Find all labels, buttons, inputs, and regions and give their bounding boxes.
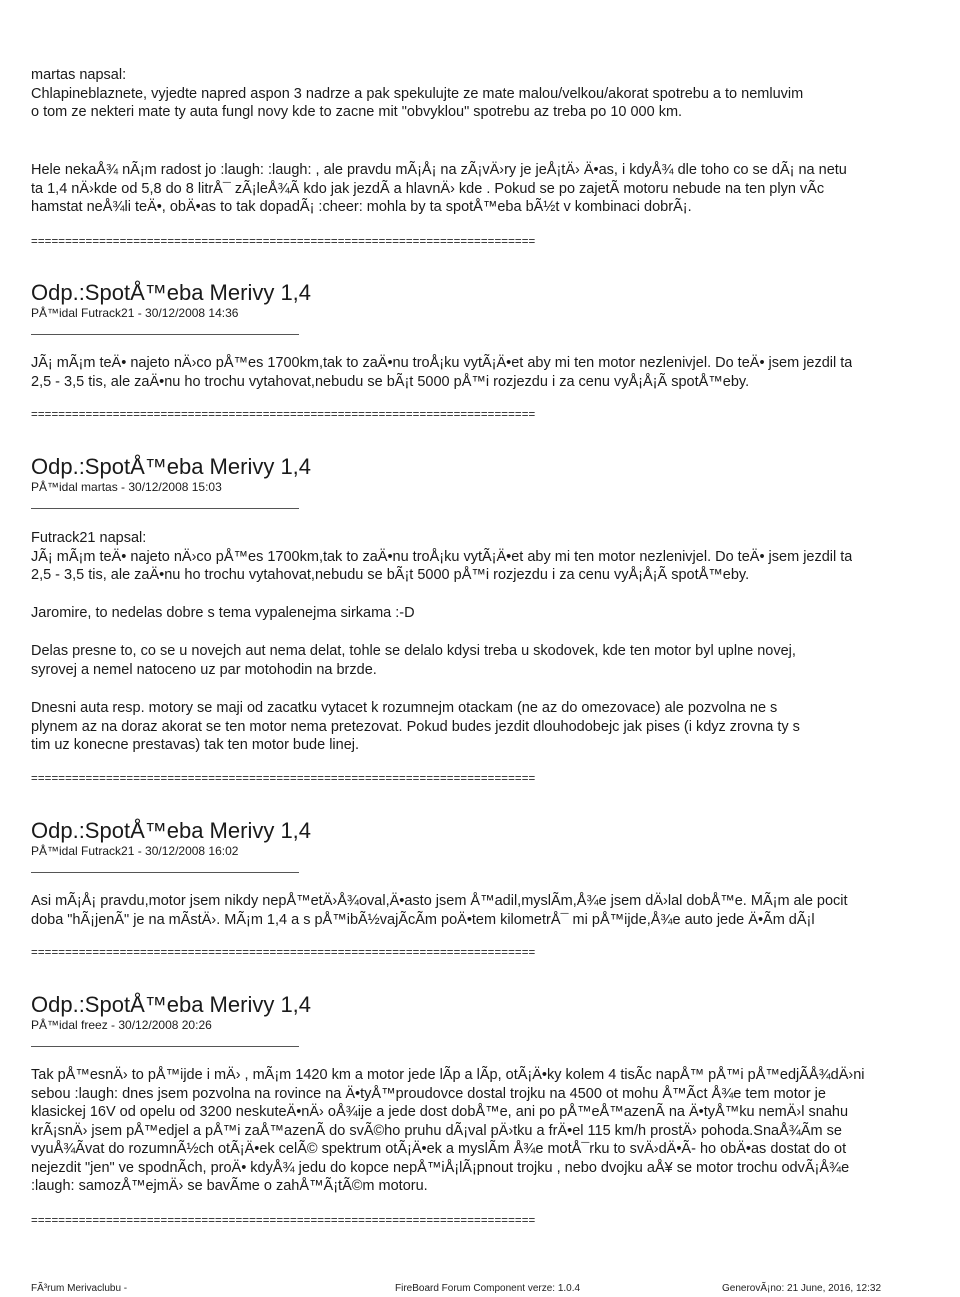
- post-body: [31, 529, 852, 585]
- post-line: Tak pÅ™esnÄ› to pÅ™ijde i mÄ› , mÃ¡m 1420 km a motor jede lÃp a lÃp, otÃ¡Ä•ky kolem 4 tisÃc napÅ™ pÅ™i pÅ™edjÃÅ¾dÄ›ni: [31, 1067, 865, 1083]
- post: [31, 818, 848, 929]
- post-meta: PÅ™idal Futrack21 - 30/12/2008 16:02: [31, 844, 239, 858]
- quote-line: Chlapineblaznete, vyjedte napred aspon 3 nadrze a pak spekulujte ze mate malou/velkou/akorat spotrebu a to nemluvim: [31, 85, 804, 102]
- post-title: Odp.:SpotÅ™eba Merivy 1,4: [31, 280, 312, 305]
- separator: ==========================================================================: [31, 773, 536, 785]
- footer-right: GenerovÃ¡no: 21 June, 2016, 12:32: [722, 1283, 882, 1294]
- post-meta: PÅ™idal Futrack21 - 30/12/2008 14:36: [31, 306, 239, 320]
- post-body: [31, 604, 415, 623]
- quote-line: o tom ze nekteri mate ty auta fungl novy kde to zacne mit "obvyklou" spotrebu az treba po 10 000 km.: [31, 104, 683, 120]
- post: [31, 992, 865, 1196]
- reply-line: hamstat neÅ¾li teÄ•, obÄ•as to tak dopadÃ¡ :cheer: mohla by ta spotÅ™eba bÃ½t v kombinaci dobrÃ¡.: [31, 199, 692, 215]
- post-line: sebou :laugh: dnes jsem pozvolna na rovince na Ä•tyÅ™proudovce dostal trojku na 4500 ot mohu Å™Ãct Å¾e tem motor je: [31, 1085, 826, 1102]
- footer-left: FÃ³rum Merivaclubu -: [31, 1283, 128, 1294]
- post-line: syrovej a nemel natoceno uz par motohodin na brzde.: [31, 661, 377, 678]
- post-line: krÃ¡snÄ› jsem pÅ™edjel a pÅ™i zaÅ™azenÃ do svÃ©ho pruhu dÃ¡val pÄ›tku a frÄ•el 115 km/h prostÄ› pohoda.SnaÅ¾Ãm se: [31, 1122, 842, 1139]
- post-meta: PÅ™idal freez - 30/12/2008 20:26: [31, 1018, 212, 1032]
- post-meta: PÅ™idal martas - 30/12/2008 15:03: [31, 480, 222, 494]
- post: [31, 454, 311, 509]
- post-body: [31, 1066, 865, 1196]
- post-divider: [31, 1046, 299, 1047]
- post-title: Odp.:SpotÅ™eba Merivy 1,4: [31, 992, 312, 1017]
- quote-author: Futrack21 napsal:: [31, 530, 147, 546]
- post-line: Delas presne to, co se u novejch aut nema delat, tohle se delalo kdysi treba u skodovek, kde ten motor byl uplne novej,: [31, 643, 796, 659]
- separator: ==========================================================================: [31, 947, 536, 959]
- post-line: :laugh: samozÅ™ejmÄ› se bavÃme o zahÅ™Ã¡tÃ©m motoru.: [31, 1178, 428, 1194]
- reply-line: Hele nekaÅ¾ nÃ¡m radost jo :laugh: :laugh: , ale pravdu mÃ¡Å¡ na zÃ¡vÄ›ry je jeÅ¡tÄ› Ä•as, i kdyÅ¾ dle toho co se dÃ¡ na netu: [31, 162, 847, 178]
- post-line: Jaromire, to nedelas dobre s tema vypalenejma sirkama :-D: [31, 605, 415, 621]
- post-divider: [31, 334, 299, 335]
- post-title: Odp.:SpotÅ™eba Merivy 1,4: [31, 454, 312, 479]
- separator: ==========================================================================: [31, 409, 536, 421]
- reply-line: ta 1,4 nÄ›kde od 5,8 do 8 litrÅ¯ zÃ¡leÅ¾Ã kdo jak jezdÃ a hlavnÄ› kde . Pokud se po zajetÃ motoru nebude na ten plyn vÃc: [31, 180, 825, 197]
- post-line: klasickej 16V od opelu od 3200 neskuteÄ•nÄ› oÅ¾ije a jede dost dobÅ™e, ani po pÅ™eÅ™azenÃ na Ä•tyÅ™ku nemÄ›l snahu: [31, 1104, 849, 1120]
- quote-author: martas napsal:: [31, 67, 127, 83]
- post-divider: [31, 508, 299, 509]
- post-body: [31, 699, 800, 755]
- separator: ==========================================================================: [31, 1215, 536, 1227]
- post-line: JÃ¡ mÃ¡m teÄ• najeto nÄ›co pÅ™es 1700km,tak to zaÄ•nu troÅ¡ku vytÃ¡Ä•et aby mi ten motor nezlenivjel. Do teÄ• jsem jezdil ta: [31, 355, 853, 371]
- post-divider: [31, 872, 299, 873]
- post-body: [31, 354, 852, 391]
- intro-block: [31, 66, 803, 122]
- post: [31, 280, 852, 391]
- post-line: doba "hÃ¡jenÃ" je na mÃstÄ›. MÃ¡m 1,4 a s pÅ™ibÃ½vajÃcÃm poÄ•tem kilometrÅ¯ mi pÅ™ijde,Å¾e auto jede Ä•Ãm dÃ¡l: [31, 911, 815, 928]
- post-line: vyuÅ¾Ãvat do rozumnÃ½ch otÃ¡Ä•ek celÃ© spektrum otÃ¡Ä•ek a myslÃm Å¾e motÅ¯rku to svÄ›dÄ•Ã- ho obÄ•as dostat do ot: [31, 1141, 847, 1157]
- post-body: [31, 642, 796, 679]
- post-line: 2,5 - 3,5 tis, ale zaÄ•nu ho trochu vytahovat,nebudu se bÃ¡t 5000 pÅ™i rozjezdu i za cenu vyÅ¡Å¡Ã spotÅ™eby.: [31, 373, 750, 390]
- post-title: Odp.:SpotÅ™eba Merivy 1,4: [31, 818, 312, 843]
- post-line: plynem az na doraz akorat se ten motor nema pretezovat. Pokud budes jezdit dlouhodobejc jak pises (i kdyz zrovna ty s: [31, 718, 800, 735]
- post-line: Dnesni auta resp. motory se maji od zacatku vytacet k rozumnejm otackam (ne az do omezovace) ale pozvolna ne s: [31, 700, 778, 716]
- post-line: JÃ¡ mÃ¡m teÄ• najeto nÄ›co pÅ™es 1700km,tak to zaÄ•nu troÅ¡ku vytÃ¡Ä•et aby mi ten motor nezlenivjel. Do teÄ• jsem jezdil ta: [31, 548, 853, 565]
- footer-center: FireBoard Forum Component verze: 1.0.4: [395, 1283, 581, 1294]
- post-line: nejezdit "jen" ve spodnÃch, proÄ• kdyÅ¾ jedu do kopce nepÅ™iÅ¡lÃ¡pnout trojku , nebo dvojku aÅ¥ se motor trochu odvÃ¡Å¾e: [31, 1159, 850, 1176]
- post-line: Asi mÃ¡Å¡ pravdu,motor jsem nikdy nepÅ™etÄ›Å¾oval,Ä•asto jsem Å™adil,myslÃm,Å¾e jsem dÄ›lal dobÅ™e. MÃ¡m ale pocit: [31, 893, 848, 909]
- intro-reply: [31, 161, 847, 217]
- post-body: [31, 892, 848, 929]
- post-line: 2,5 - 3,5 tis, ale zaÄ•nu ho trochu vytahovat,nebudu se bÃ¡t 5000 pÅ™i rozjezdu i za cenu vyÅ¡Å¡Ã spotÅ™eby.: [31, 567, 750, 583]
- post-line: tim uz konecne prestavas) tak ten motor bude linej.: [31, 737, 360, 753]
- separator: ==========================================================================: [31, 236, 536, 248]
